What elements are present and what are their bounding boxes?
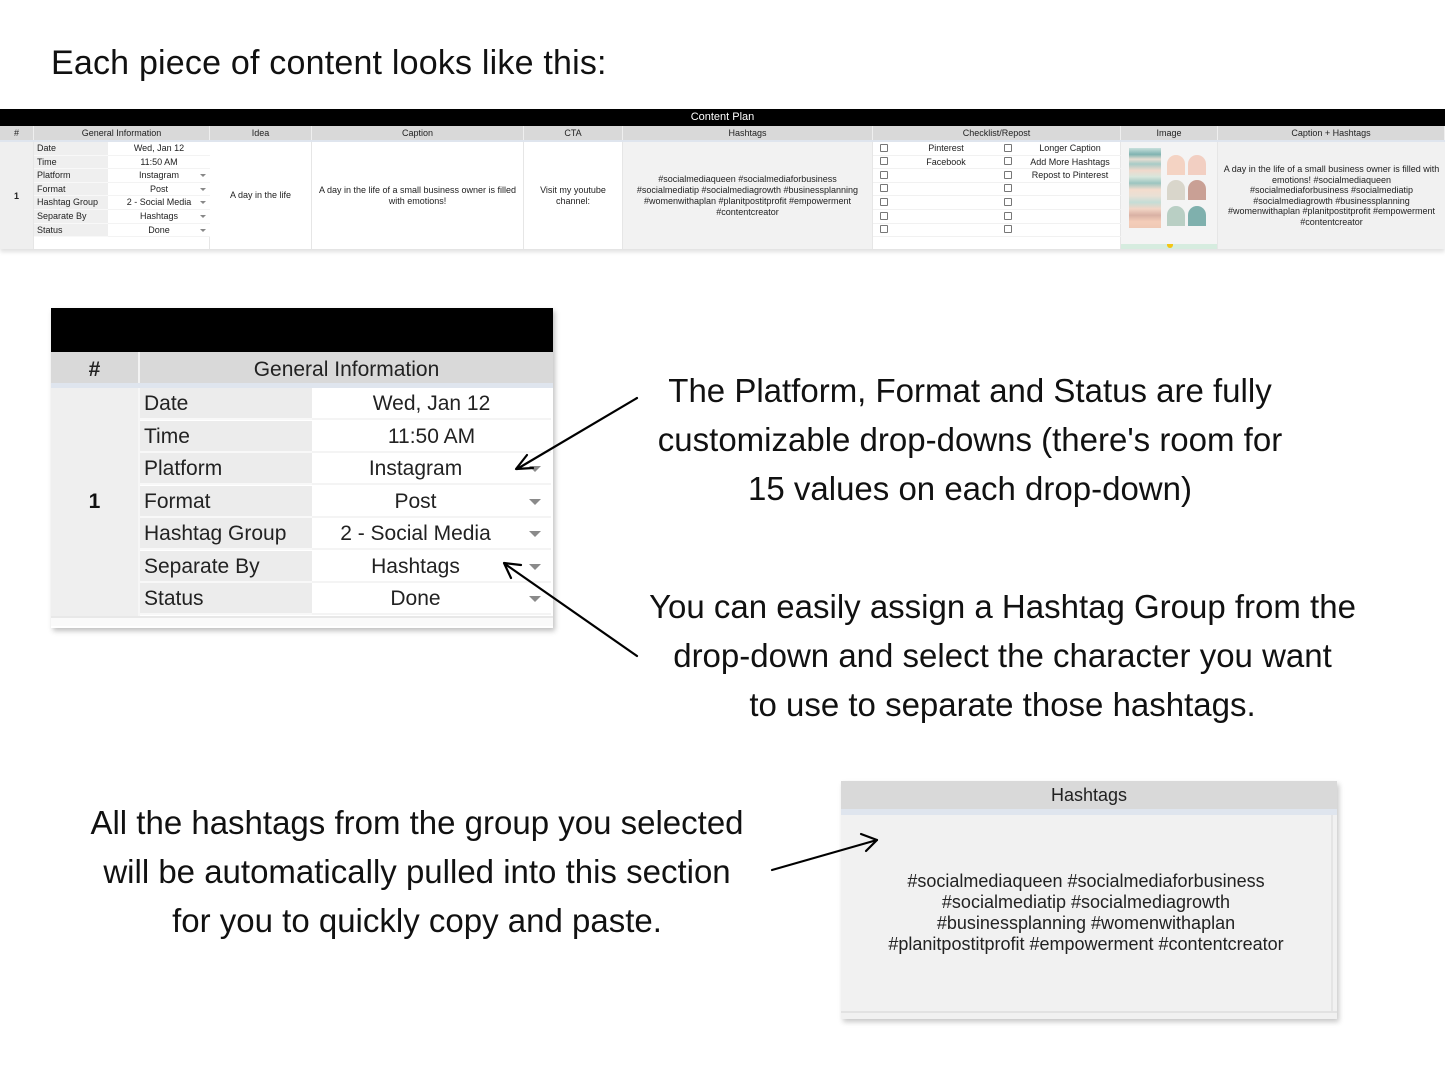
column-header-checklist-repost: Checklist/Repost [873,126,1121,140]
column-header-number: # [51,352,140,383]
checkbox-repost-to-pinterest[interactable] [1004,171,1012,179]
content-plan-title: Content Plan [0,109,1445,126]
checklist-item-facebook: Facebook [895,156,997,170]
dropdown-arrow-icon[interactable] [529,466,541,472]
dropdown-arrow-icon[interactable] [200,188,206,191]
swatch-arch [1188,155,1206,175]
field-label-status: Status [140,583,312,615]
column-header-general-information: General Information [34,126,210,140]
checkbox-empty[interactable] [1004,198,1012,206]
checkbox-empty[interactable] [880,184,888,192]
field-label-separate-by: Separate By [140,551,312,583]
time-field[interactable]: 11:50 AM [312,421,551,453]
content-image-thumbnail[interactable] [1121,142,1217,249]
checkbox-add-more-hashtags[interactable] [1004,157,1012,165]
checkbox-empty[interactable] [1004,184,1012,192]
general-information-header [51,352,553,388]
swatch-arch [1167,206,1185,226]
swatch-arch [1167,180,1185,200]
row-number: 1 [0,142,33,249]
dropdown-arrow-icon[interactable] [529,564,541,570]
checklist-item-empty [1019,224,1121,238]
hashtag-line: #planitpostitprofit #empowerment #contentcreator [888,934,1284,954]
date-field[interactable]: Wed, Jan 12 [108,142,210,156]
checklist-item-longer-caption: Longer Caption [1019,142,1121,156]
checkbox-empty[interactable] [880,171,888,179]
column-header-hashtags: Hashtags [623,126,873,140]
annotation-auto-pull: All the hashtags from the group you selected will be automatically pulled into this section for you to quickly copy and paste. [90,804,744,939]
field-label-format: Format [34,183,108,197]
column-header-hashtags: Hashtags [841,781,1337,815]
swatch-arch [1167,155,1185,175]
column-header-number: # [0,126,34,140]
dropdown-arrow-icon[interactable] [200,201,206,204]
checklist-repost-cell [873,142,1120,237]
checkbox-empty[interactable] [1004,212,1012,220]
field-label-date: Date [34,142,108,156]
column-header-caption: Caption [312,126,524,140]
annotation-dropdowns: The Platform, Format and Status are fully customizable drop-downs (there's room for 15 values on each drop-down) [657,372,1283,507]
sun-icon [1167,244,1173,248]
checkbox-longer-caption[interactable] [1004,144,1012,152]
field-label-hashtag-group: Hashtag Group [34,196,108,210]
checklist-item-empty [895,169,997,183]
checkbox-empty[interactable] [880,225,888,233]
column-header-image: Image [1121,126,1218,140]
dropdown-arrow-icon[interactable] [529,531,541,537]
hashtag-line: #businessplanning #womenwithaplan [936,913,1236,933]
column-header-cta: CTA [524,126,623,140]
field-label-date: Date [140,388,312,420]
field-label-format: Format [140,486,312,518]
checklist-item-empty [895,210,997,224]
checklist-item-pinterest: Pinterest [895,142,997,156]
hashtag-line: #socialmediaqueen #socialmediaforbusiness [907,871,1265,891]
checkbox-empty[interactable] [1004,225,1012,233]
checkbox-pinterest[interactable] [880,144,888,152]
platform-dropdown[interactable]: Instagram [108,169,210,183]
checkbox-empty[interactable] [880,198,888,206]
time-field[interactable]: 11:50 AM [108,156,210,170]
swatch-arch [1188,206,1206,226]
separate-by-dropdown[interactable]: Hashtags [312,551,551,583]
checkbox-empty[interactable] [880,212,888,220]
row-number: 1 [51,388,140,616]
general-information-zoom [51,308,553,628]
checkbox-facebook[interactable] [880,157,888,165]
field-label-platform: Platform [140,453,312,485]
checklist-item-empty [1019,210,1121,224]
separate-by-dropdown[interactable]: Hashtags [108,210,210,224]
hashtags-cell[interactable]: #socialmediaqueen #socialmediaforbusiness #socialmediatip #socialmediagrowth #businessplanning #womenwithaplan #planitpostitprofit #empowerment #contentcreator [636,173,859,217]
hashtag-group-dropdown[interactable]: 2 - Social Media [312,518,551,550]
column-header-general-information: General Information [253,358,440,381]
checklist-item-empty [1019,196,1121,210]
image-stripes-graphic [1129,148,1161,228]
hashtags-zoom [841,781,1337,1019]
dropdown-arrow-icon[interactable] [200,174,206,177]
annotation-hashtag-group: You can easily assign a Hashtag Group from the drop-down and select the character you want to use to separate those hashtags. [649,588,1356,723]
general-information-cell [34,142,209,237]
title-bar [51,308,553,352]
date-field[interactable]: Wed, Jan 12 [312,388,551,420]
field-label-time: Time [140,421,312,453]
status-dropdown[interactable]: Done [108,224,210,238]
dropdown-arrow-icon[interactable] [200,229,206,232]
format-dropdown[interactable]: Post [312,486,551,518]
hashtags-cell[interactable] [841,815,1333,1011]
dropdown-arrow-icon[interactable] [529,499,541,505]
swatch-arch [1188,180,1206,200]
content-plan-header-row [0,126,1445,142]
field-label-separate-by: Separate By [34,210,108,224]
idea-cell[interactable]: A day in the life [229,190,292,200]
platform-dropdown[interactable]: Instagram [312,453,551,485]
hashtag-group-dropdown[interactable]: 2 - Social Media [108,196,210,210]
field-label-hashtag-group: Hashtag Group [140,518,312,550]
checklist-item-empty [895,183,997,197]
content-plan-table [0,109,1445,249]
field-label-platform: Platform [34,169,108,183]
format-dropdown[interactable]: Post [108,183,210,197]
column-header-caption-hashtags: Caption + Hashtags [1218,126,1445,140]
status-dropdown[interactable]: Done [312,583,551,615]
checklist-item-empty [895,196,997,210]
cta-cell[interactable]: Visit my youtube channel: [540,184,606,206]
checklist-item-add-more-hashtags: Add More Hashtags [1019,156,1121,170]
checklist-item-empty [1019,183,1121,197]
checklist-item-empty [895,224,997,238]
field-label-time: Time [34,156,108,170]
hashtag-line: #socialmediatip #socialmediagrowth [941,892,1231,912]
field-label-status: Status [34,224,108,238]
table-row [0,142,1445,249]
image-swatch-grid [1167,148,1206,228]
dropdown-arrow-icon[interactable] [200,215,206,218]
dropdown-arrow-icon[interactable] [529,596,541,602]
page-headline: Each piece of content looks like this: [51,44,607,82]
checklist-item-repost-to-pinterest: Repost to Pinterest [1019,169,1121,183]
column-header-idea: Idea [210,126,312,140]
caption-cell[interactable]: A day in the life of a small business owner is filled with emotions! [318,184,517,206]
caption-hashtags-cell[interactable]: A day in the life of a small business owner is filled with emotions! #socialmediaqueen #socialmediaforbusiness #socialmediatip #socialmediagrowth #businessplanning #womenwithaplan #planitpostitprofit #empowerment #contentcreator [1218,142,1445,249]
